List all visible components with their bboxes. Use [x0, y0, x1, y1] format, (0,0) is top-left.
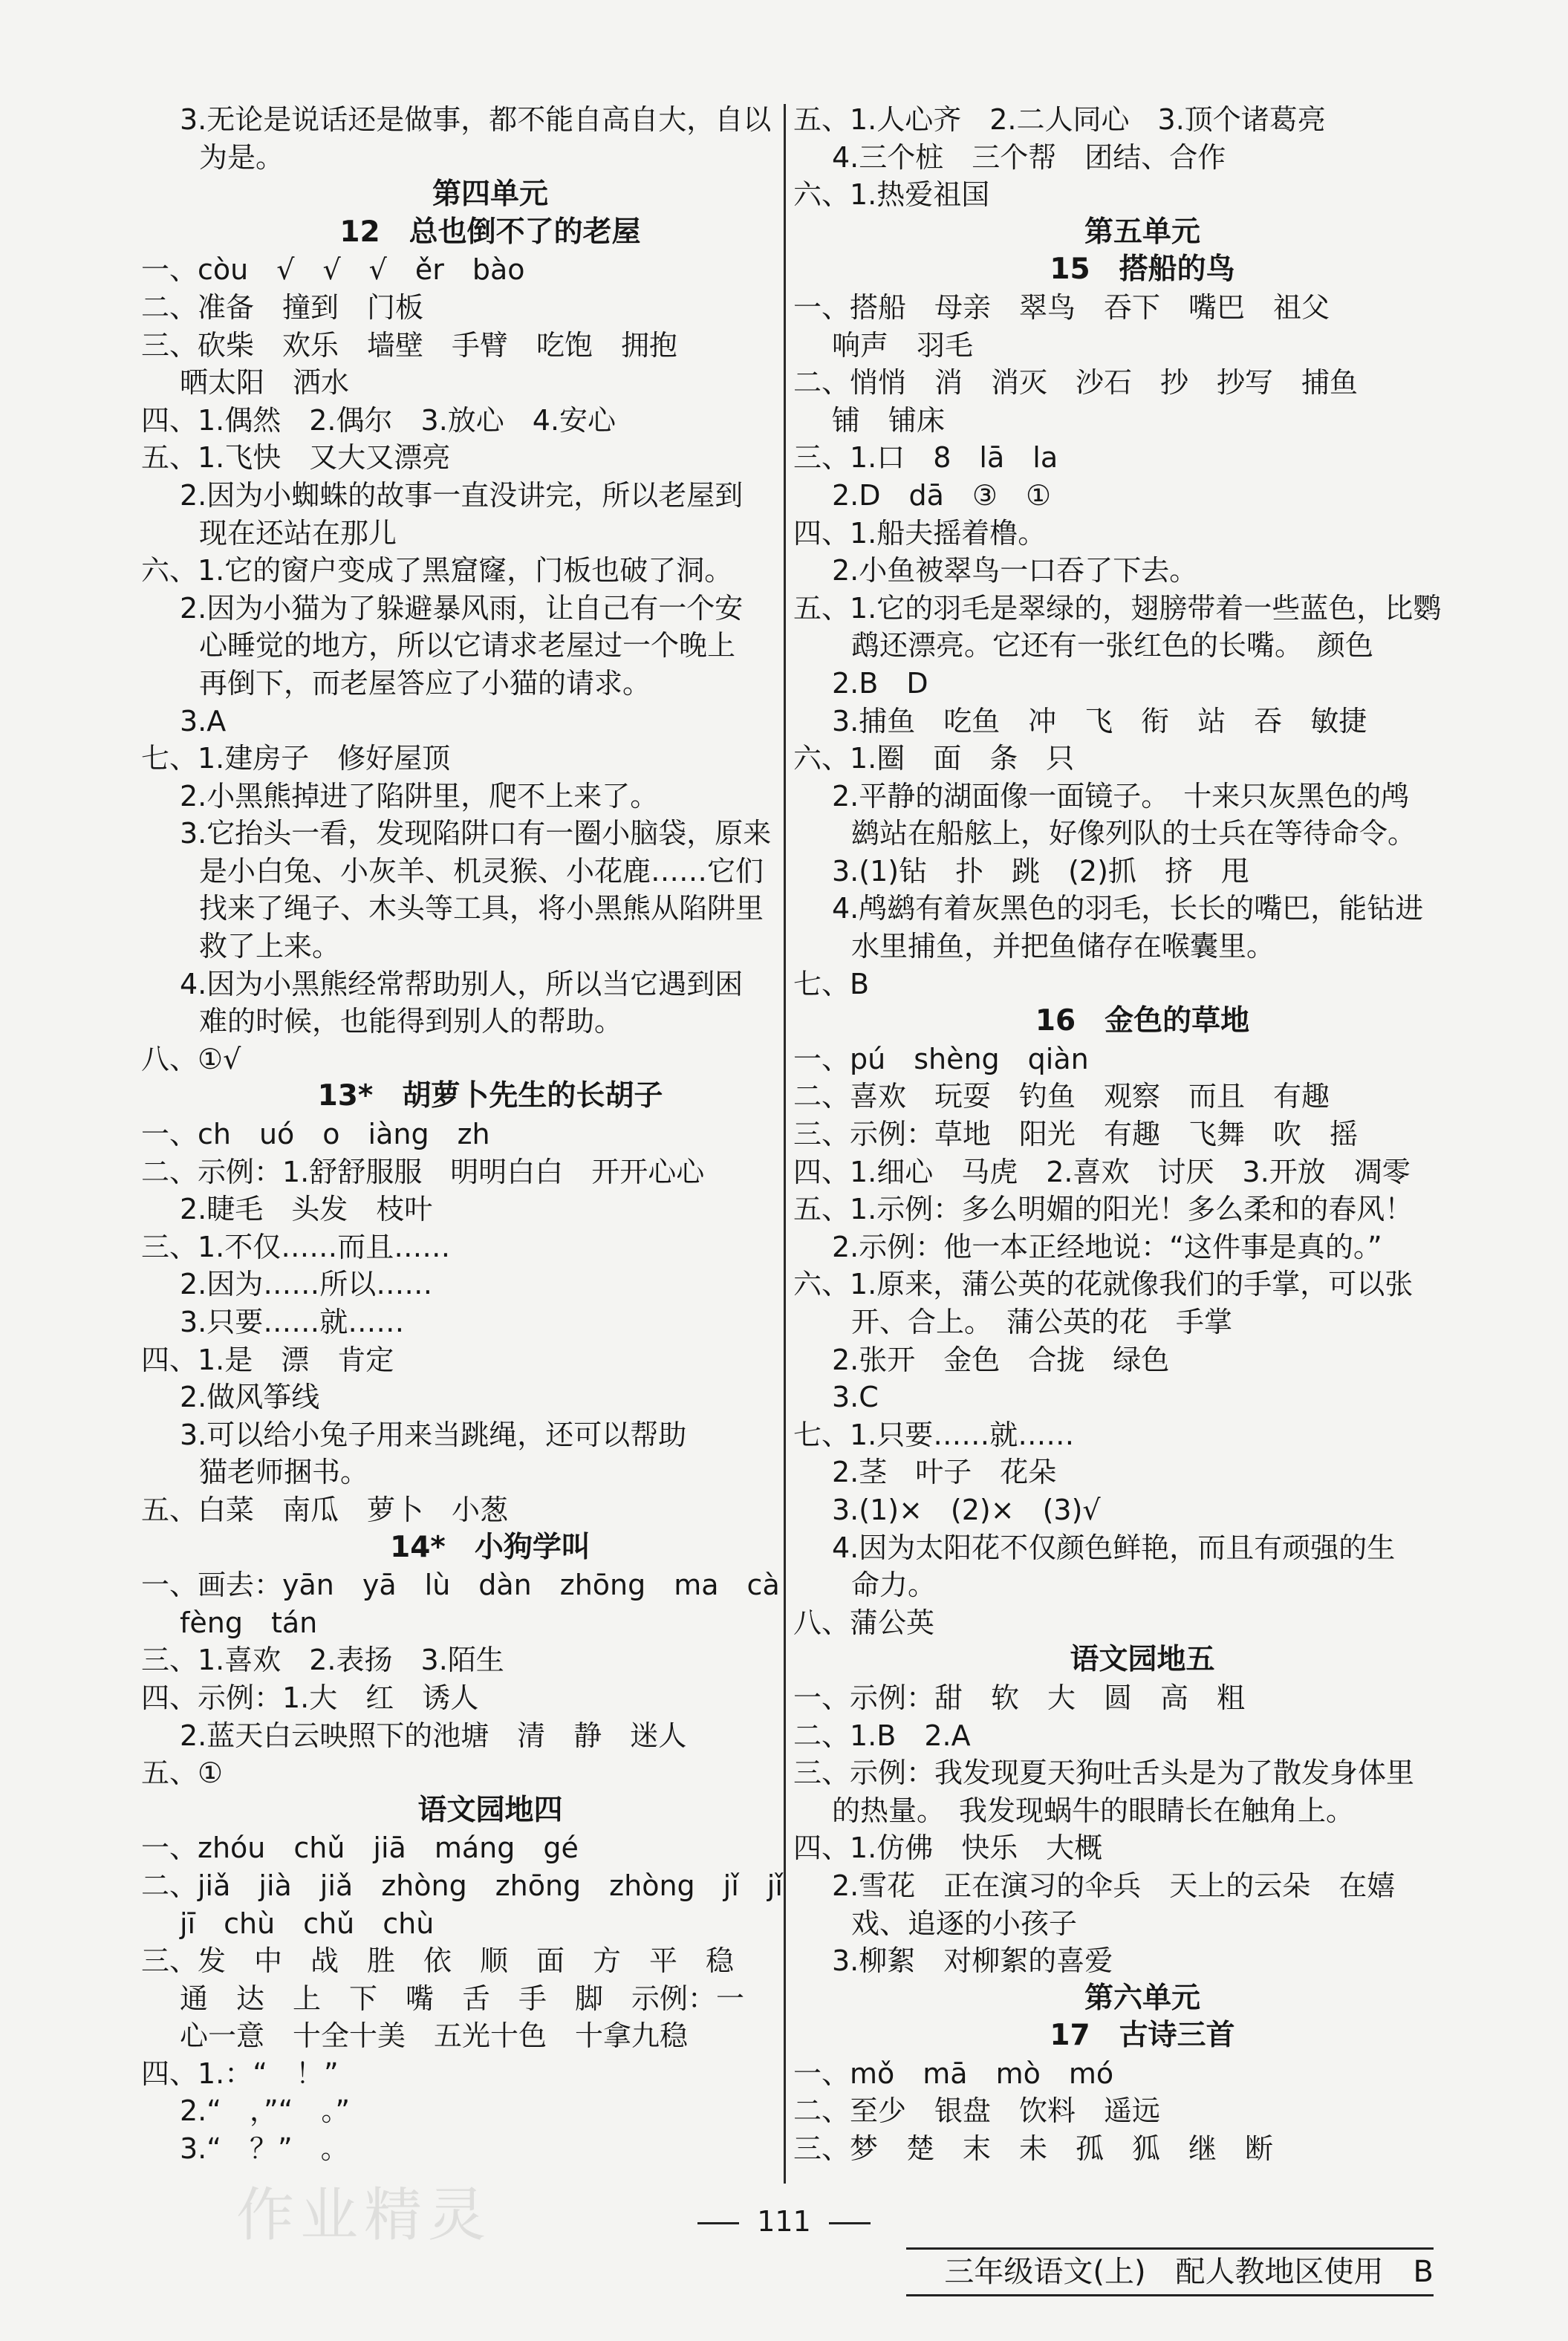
- section-heading: 16 金色的草地: [1035, 1004, 1250, 1038]
- answer-line: 2.张开 金色 合拢 绿色: [832, 1343, 1170, 1376]
- answer-line: 一、pú shèng qiàn: [793, 1042, 1089, 1075]
- answer-line: 五、1.人心齐 2.二人同心 3.顶个诸葛亮: [793, 103, 1326, 136]
- answer-line: 水里捕鱼，并把鱼储存在喉囊里。: [851, 930, 1275, 963]
- answer-line: 三、示例：我发现夏天狗吐舌头是为了散发身体里: [793, 1756, 1415, 1790]
- answer-line: 响声 羽毛: [832, 328, 974, 362]
- section-heading: 语文园地四: [417, 1793, 563, 1827]
- answer-line: 猫老师捆书。: [199, 1456, 369, 1489]
- answer-line: 3.C: [832, 1381, 879, 1414]
- section-heading: 17 古诗三首: [1050, 2019, 1235, 2053]
- answer-line: 2.雪花 正在演习的伞兵 天上的云朵 在嬉: [832, 1869, 1396, 1902]
- answer-line: 命力。: [851, 1569, 937, 1602]
- answer-line: 四、1.仿佛 快乐 大概: [793, 1832, 1103, 1865]
- answer-line: 心睡觉的地方，所以它请求老屋过一个晚上: [199, 629, 736, 662]
- answer-line: fèng tán: [180, 1606, 318, 1639]
- answer-line: 一、zhóu chǔ jiā máng gé: [141, 1832, 579, 1865]
- answer-line: 鹉还漂亮。它还有一张红色的长嘴。 颜色: [851, 629, 1374, 662]
- answer-line: 二、悄悄 消 消灭 沙石 抄 抄写 捕鱼: [793, 366, 1359, 400]
- answer-line: 五、1.它的羽毛是翠绿的，翅膀带着一些蓝色，比鹦: [793, 591, 1442, 625]
- answer-line: 一、còu √ √ √ ěr bào: [141, 253, 525, 287]
- answer-line: 3.捕鱼 吃鱼 冲 飞 衔 站 吞 敏捷: [832, 704, 1367, 738]
- answer-line: 七、1.只要……就……: [793, 1418, 1075, 1451]
- answer-line: 2.平静的湖面像一面镜子。 十来只灰黑色的鸬: [832, 779, 1410, 813]
- answer-line: 四、1.：“ ！”: [141, 2057, 339, 2090]
- answer-line: 铺 铺床: [832, 403, 946, 437]
- answer-line: 四、1.细心 马虎 2.喜欢 讨厌 3.开放 凋零: [793, 1155, 1411, 1188]
- answer-line: 二、示例：1.舒舒服服 明明白白 开开心心: [141, 1155, 705, 1188]
- section-heading: 15 搭船的鸟: [1050, 253, 1235, 287]
- answer-line: 2.示例：他一本正经地说：“这件事是真的。”: [832, 1230, 1382, 1263]
- answer-line: 的热量。 我发现蜗牛的眼睛长在触角上。: [832, 1794, 1355, 1827]
- section-heading: 第六单元: [1084, 1981, 1200, 2015]
- answer-line: 4.因为太阳花不仅颜色鲜艳，而且有顽强的生: [832, 1531, 1396, 1564]
- answer-line: 七、B: [793, 967, 870, 1000]
- section-heading: 13* 胡萝卜先生的长胡子: [317, 1079, 663, 1113]
- left-column: [141, 101, 839, 2168]
- answer-line: 一、mǒ mā mò mó: [793, 2057, 1114, 2090]
- answer-line: 四、示例：1.大 红 诱人: [141, 1681, 479, 1714]
- answer-line: 一、搭船 母亲 翠鸟 吞下 嘴巴 祖父: [793, 290, 1330, 324]
- answer-line: 一、ch uó o iàng zh: [141, 1118, 490, 1151]
- answer-line: 2.做风筝线: [180, 1381, 320, 1414]
- answer-line: 开、合上。 蒲公英的花 手掌: [851, 1306, 1233, 1338]
- answer-line: 为是。: [199, 140, 284, 174]
- answer-line: 一、示例：甜 软 大 圆 高 粗: [793, 1681, 1246, 1714]
- answer-line: 二、喜欢 玩耍 钓鱼 观察 而且 有趣: [793, 1080, 1330, 1113]
- answer-line: 心一意 十全十美 五光十色 十拿九稳: [180, 2019, 689, 2053]
- answer-line: 2.因为小蜘蛛的故事一直没讲完，所以老屋到: [180, 478, 744, 512]
- answer-line: 二、准备 撞到 门板: [141, 290, 424, 324]
- answer-line: 2.小黑熊掉进了陷阱里，爬不上来了。: [180, 779, 659, 813]
- answer-line: 3.无论是说话还是做事，都不能自高自大，自以: [180, 103, 772, 136]
- page-dash-left: [697, 2222, 739, 2224]
- answer-line: 3.(1)× (2)× (3)√: [832, 1493, 1101, 1526]
- answer-line: 鹚站在船舷上，好像列队的士兵在等待命令。: [851, 817, 1416, 850]
- answer-line: 晒太阳 洒水: [180, 366, 350, 400]
- answer-line: 现在还站在那儿: [199, 516, 397, 550]
- answer-line: 四、1.船夫摇着橹。: [793, 516, 1047, 550]
- answer-line: 七、1.建房子 修好屋顶: [141, 742, 451, 775]
- answer-line: 2.小鱼被翠鸟一口吞了下去。: [832, 554, 1198, 587]
- answer-line: 3.可以给小兔子用来当跳绳，还可以帮助: [180, 1418, 687, 1451]
- answer-line: 六、1.它的窗户变成了黑窟窿，门板也破了洞。: [141, 554, 733, 587]
- section-heading: 12 总也倒不了的老屋: [339, 215, 641, 249]
- answer-line: 二、1.B 2.A: [793, 1719, 971, 1752]
- answer-line: 2.B D: [832, 666, 928, 700]
- answer-line: 三、1.不仅……而且……: [141, 1230, 451, 1263]
- watermark: 作业精灵: [236, 2182, 492, 2249]
- answer-line: 3.(1)钻 扑 跳 (2)抓 挤 甩: [832, 854, 1249, 888]
- section-heading: 第五单元: [1084, 215, 1200, 249]
- answer-line: 三、发 中 战 胜 依 顺 面 方 平 稳: [141, 1944, 735, 1978]
- answer-line: 2.睫毛 头发 枝叶: [180, 1193, 433, 1226]
- answer-line: 三、示例：草地 阳光 有趣 飞舞 吹 摇: [793, 1118, 1359, 1151]
- answer-line: 二、至少 银盘 饮料 遥远: [793, 2094, 1161, 2128]
- answer-line: 三、1.口 8 lā la: [793, 441, 1058, 475]
- answer-line: 三、梦 楚 末 未 孤 狐 继 断: [793, 2132, 1274, 2166]
- answer-line: 4.三个桩 三个帮 团结、合作: [832, 140, 1226, 174]
- answer-line: 2.茎 叶子 花朵: [832, 1456, 1057, 1489]
- section-heading: 第四单元: [432, 178, 548, 212]
- answer-line: 3.柳絮 对柳絮的喜爱: [832, 1944, 1113, 1978]
- right-column: [793, 101, 1491, 2168]
- answer-line: 八、①√: [141, 1042, 241, 1075]
- answer-line: 三、1.喜欢 2.表扬 3.陌生: [141, 1644, 504, 1677]
- page-dash-right: [829, 2222, 871, 2224]
- answer-line: 一、画去：yān yā lù dàn zhōng ma cà: [141, 1569, 780, 1602]
- section-heading: 语文园地五: [1070, 1643, 1215, 1677]
- answer-line: 2.“ ，”“ 。”: [180, 2094, 351, 2128]
- answer-line: 三、砍柴 欢乐 墙壁 手臂 吃饱 拥抱: [141, 328, 678, 362]
- answer-line: 3.它抬头一看，发现陷阱口有一圈小脑袋，原来: [180, 817, 772, 850]
- answer-line: 找来了绳子、木头等工具，将小黑熊从陷阱里: [199, 892, 764, 925]
- answer-line: 是小白兔、小灰羊、机灵猴、小花鹿……它们: [199, 854, 764, 888]
- answer-line: 四、1.是 漂 肯定: [141, 1343, 394, 1376]
- section-heading: 14* 小狗学叫: [390, 1530, 591, 1564]
- answer-line: 四、1.偶然 2.偶尔 3.放心 4.安心: [141, 403, 617, 437]
- answer-line: 救了上来。: [199, 930, 341, 963]
- answer-line: 再倒下，而老屋答应了小猫的请求。: [199, 666, 651, 700]
- answer-line: 2.因为小猫为了躲避暴风雨，让自己有一个安: [180, 591, 744, 625]
- book-label: 三年级语文(上) 配人教地区使用 B: [906, 2247, 1434, 2296]
- answer-line: 六、1.原来，蒲公英的花就像我们的手掌，可以张: [793, 1268, 1414, 1301]
- answer-line: 4.因为小黑熊经常帮助别人，所以当它遇到困: [180, 967, 744, 1000]
- answer-line: 六、1.热爱祖国: [793, 178, 990, 212]
- page-number: [0, 2203, 1568, 2240]
- page-number-text: 111: [757, 2205, 811, 2238]
- answer-line: jī chù chǔ chù: [180, 1907, 435, 1940]
- answer-line: 五、1.飞快 又大又漂亮: [141, 441, 451, 475]
- answer-line: 二、jiǎ jià jiǎ zhòng zhōng zhòng jǐ jǐ: [141, 1869, 783, 1902]
- answer-line: 2.D dā ③ ①: [832, 478, 1052, 512]
- answer-line: 六、1.圈 面 条 只: [793, 742, 1075, 775]
- answer-line: 2.因为……所以……: [180, 1268, 433, 1301]
- answer-line: 五、白菜 南瓜 萝卜 小葱: [141, 1493, 509, 1526]
- answer-line: 3.A: [180, 704, 227, 738]
- answer-line: 4.鸬鹚有着灰黑色的羽毛，长长的嘴巴，能钻进: [832, 892, 1424, 925]
- answer-line: 通 达 上 下 嘴 舌 手 脚 示例：一: [180, 1982, 745, 2015]
- answer-line: 2.蓝天白云映照下的池塘 清 静 迷人: [180, 1719, 687, 1752]
- answer-line: 五、1.示例：多么明媚的阳光！多么柔和的春风！: [793, 1193, 1414, 1226]
- answer-line: 3.“ ？” 。: [180, 2132, 349, 2166]
- column-divider: [784, 104, 786, 2184]
- answer-line: 3.只要……就……: [180, 1306, 405, 1338]
- answer-line: 八、蒲公英: [793, 1606, 935, 1639]
- answer-line: 五、①: [141, 1756, 224, 1790]
- answer-line: 戏、追逐的小孩子: [851, 1907, 1078, 1940]
- answer-line: 难的时候，也能得到别人的帮助。: [199, 1005, 623, 1038]
